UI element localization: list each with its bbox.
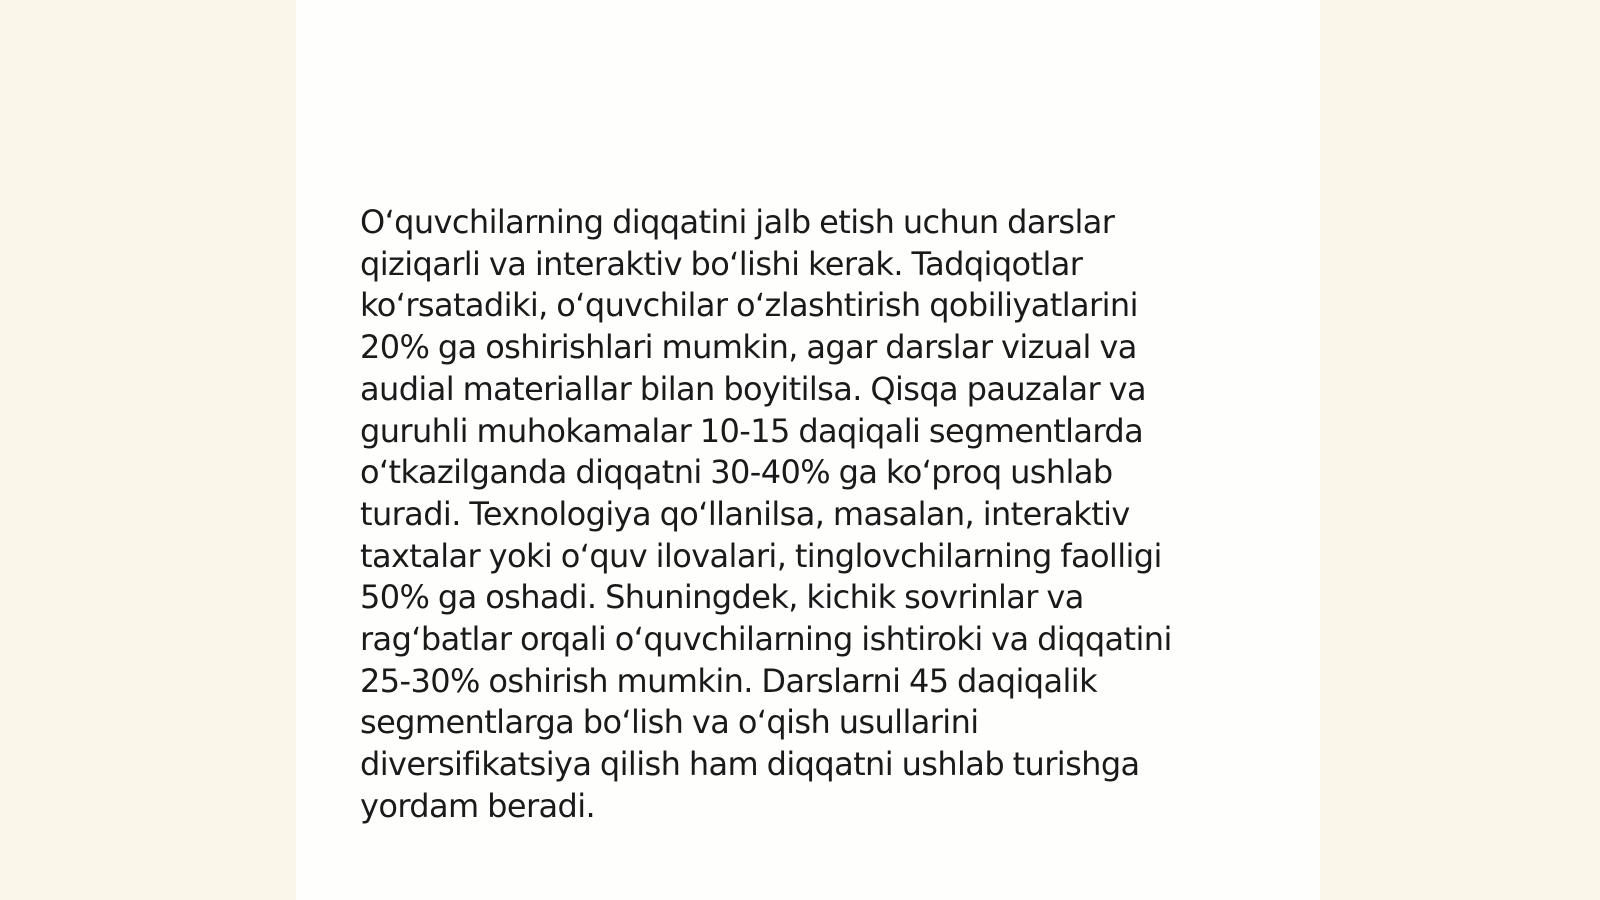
paragraph-line: qiziqarli va interaktiv bo‘lishi kerak. Tadqiqotlar <box>360 244 1083 283</box>
paragraph-line: 25-30% oshirish mumkin. Darslarni 45 daqiqalik <box>360 661 1097 700</box>
paragraph-line: ko‘rsatadiki, o‘quvchilar o‘zlashtirish qobiliyatlarini <box>360 286 1138 325</box>
paragraph-line: o‘tkazilganda diqqatni 30-40% ga ko‘proq ushlab <box>360 453 1113 492</box>
paragraph-line: segmentlarga bo‘lish va o‘qish usullarini <box>360 703 979 742</box>
paragraph-line: taxtalar yoki o‘quv ilovalari, tinglovchilarning faolligi <box>360 536 1162 575</box>
paragraph-line: diversifikatsiya qilish ham diqqatni ushlab turishga <box>360 745 1140 784</box>
paragraph-line: guruhli muhokamalar 10-15 daqiqali segmentlarda <box>360 411 1144 450</box>
document-page <box>296 0 1320 900</box>
paragraph-line: yordam beradi. <box>360 786 596 825</box>
paragraph-line: turadi. Texnologiya qo‘llanilsa, masalan, interaktiv <box>360 494 1130 533</box>
paragraph-line: audial materiallar bilan boyitilsa. Qisqa pauzalar va <box>360 369 1147 408</box>
paragraph-line: 50% ga oshadi. Shuningdek, kichik sovrinlar va <box>360 578 1084 617</box>
paragraph-line: O‘quvchilarning diqqatini jalb etish uchun darslar <box>360 203 1115 241</box>
body-paragraph <box>360 202 1250 828</box>
paragraph-line: rag‘batlar orqali o‘quvchilarning ishtiroki va diqqatini <box>360 620 1172 659</box>
paragraph-line: 20% ga oshirishlari mumkin, agar darslar vizual va <box>360 328 1137 367</box>
